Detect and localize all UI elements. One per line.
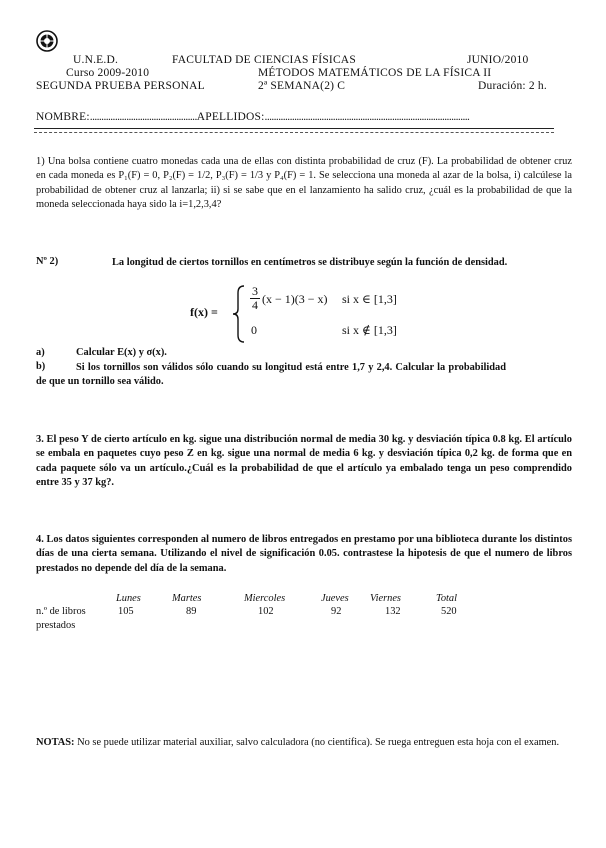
notes-text: No se puede utilizar material auxiliar, salvo calculadora (no científica). Se ruega entreguen esta hoja con el examen. xyxy=(77,737,560,748)
duration: Duración: 2 h. xyxy=(478,80,547,92)
table-row-label: prestados xyxy=(36,620,76,631)
nombre-label: NOMBRE: xyxy=(36,111,90,123)
formula-fraction xyxy=(250,285,260,312)
exam-date: JUNIO/2010 xyxy=(467,54,529,66)
case-1-condition: si x ∈ [1,3] xyxy=(342,292,397,306)
part-a-text: Calcular E(x) y σ(x). xyxy=(76,347,167,358)
institution: U.N.E.D. xyxy=(73,54,119,66)
notes xyxy=(36,736,572,750)
uned-logo xyxy=(36,30,58,52)
notes-label: NOTAS: xyxy=(36,737,75,748)
case-1-expression: (x − 1)(3 − x) xyxy=(262,292,328,306)
table-cell: 132 xyxy=(385,606,401,617)
formula-brace xyxy=(232,285,246,343)
table-header: Viernes xyxy=(370,593,401,604)
table-cell: 102 xyxy=(258,606,274,617)
case-2-condition: si x ∉ [1,3] xyxy=(342,323,397,337)
question-2-number: Nº 2) xyxy=(36,256,59,267)
fraction-denominator: 4 xyxy=(252,298,258,312)
table-header: Total xyxy=(436,593,457,604)
table-header: Miercoles xyxy=(244,593,286,604)
question-1: 1) Una bolsa contiene cuatro monedas cada una de ellas con distinta probabilidad de cruz (F). La probabilidad de obtener cruz en cada moneda es P₁(F) = 0, P₂(F) = 1/2, P₃(F) = 1/3 y P₄(F) = 1. Se selecciona una moneda al azar de la bolsa, i) calcúlese la probabilidad de obtener cruz al lanzarla; ii) si se sabe que en el lanzamiento ha salido cruz, ¿cuál es la probabilidad de que la moneda seleccionada haya sido la i=1,2,3,4? xyxy=(36,156,572,210)
subject: MÉTODOS MATEMÁTICOS DE LA FÍSICA II xyxy=(258,67,492,79)
table-header: Martes xyxy=(172,593,202,604)
name-field[interactable] xyxy=(36,111,469,123)
table-cell: 89 xyxy=(186,606,197,617)
formula-lhs: f(x) = xyxy=(190,305,218,319)
apellidos-label: APELLIDOS: xyxy=(196,111,265,123)
table-header: Jueves xyxy=(321,593,349,604)
table-header: Lunes xyxy=(116,593,141,604)
table-cell: 520 xyxy=(441,606,457,617)
apellidos-dots: .......................................................................................... xyxy=(264,111,470,123)
table-cell: 105 xyxy=(118,606,134,617)
fraction-numerator: 3 xyxy=(252,284,258,298)
faculty: FACULTAD DE CIENCIAS FÍSICAS xyxy=(172,54,356,66)
divider-dashed xyxy=(34,132,554,133)
course: Curso 2009-2010 xyxy=(66,67,150,79)
question-3: 3. El peso Y de cierto artículo en kg. sigue una distribución normal de media 30 kg. y desviación típica 0.8 kg. El artículo se embala en paquetes cuyo peso Z en kg. sigue una normal de media 6 kg. y desviación típica 0,2 kg. de forma que en cada paquete sólo va un artículo.¿Cuál es la probabilidad de que el artículo ya embalado tenga un peso comprendido entre 35 y 37 kg?. xyxy=(36,434,572,488)
part-a-label: a) xyxy=(36,347,45,358)
table-cell: 92 xyxy=(331,606,342,617)
case-2-expression: 0 xyxy=(251,323,257,337)
divider xyxy=(34,128,554,129)
part-b-label: b) xyxy=(36,361,46,372)
part-b-text: Si los tornillos son válidos sólo cuando su longitud está entre 1,7 y 2,4. Calcular la probabilidad de que un tornillo sea válido. xyxy=(36,362,506,388)
table-row-label: n.º de libros xyxy=(36,606,86,617)
question-2-intro: La longitud de ciertos tornillos en centímetros se distribuye según la función de densidad. xyxy=(112,257,508,268)
nombre-dots: ............................................... xyxy=(89,111,197,123)
question-4: 4. Los datos siguientes corresponden al numero de libros entregados en prestamo por una biblioteca durante los distintos días de una cierta semana. Utilizando el nivel de significación 0.05. contrastese la hipotesis de que el numero de libros prestados no depende del día de la semana. xyxy=(36,534,572,574)
week: 2ª SEMANA(2) C xyxy=(258,80,346,92)
test-name: SEGUNDA PRUEBA PERSONAL xyxy=(36,80,205,92)
